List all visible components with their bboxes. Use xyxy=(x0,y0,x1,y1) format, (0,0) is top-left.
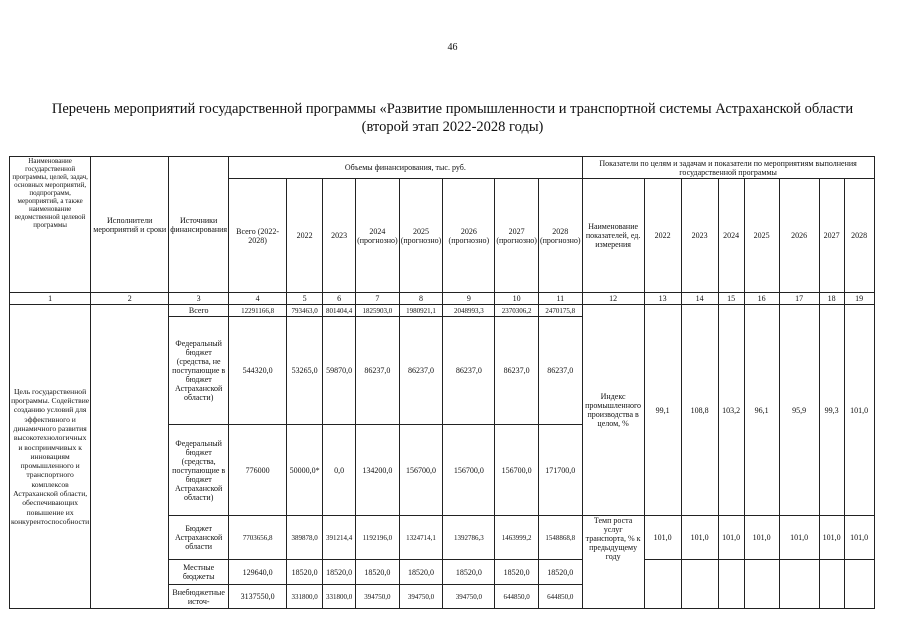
value-cell: 86237,0 xyxy=(399,317,443,425)
indicator-empty-cell xyxy=(819,560,844,609)
value-cell: 86237,0 xyxy=(495,317,539,425)
column-number: 12 xyxy=(582,293,644,305)
column-number: 9 xyxy=(443,293,495,305)
value-cell: 18520,0 xyxy=(443,560,495,585)
value-cell: 171700,0 xyxy=(538,425,582,516)
indicator-value-cell: 103,2 xyxy=(718,305,744,516)
value-cell: 1192196,0 xyxy=(356,516,400,560)
column-number: 5 xyxy=(287,293,323,305)
value-cell: 86237,0 xyxy=(443,317,495,425)
column-number: 11 xyxy=(538,293,582,305)
indicator-value-cell: 101,0 xyxy=(779,516,819,560)
value-cell: 394750,0 xyxy=(399,585,443,609)
header-indicators-group: Показатели по целям и задачам и показатели по мероприятиям выполнения государственной программы xyxy=(582,157,874,179)
title-line-1: Перечень мероприятий государственной программы «Развитие промышленности и транспортной системы Астраханской области xyxy=(51,101,854,117)
value-cell: 1463999,2 xyxy=(495,516,539,560)
header-indicator-name: Наименование показателей, ед. измерения xyxy=(582,179,644,293)
indicator-value-cell: 101,0 xyxy=(644,516,681,560)
header-year-2024: 2024 (прогнозно) xyxy=(356,179,400,293)
indicator-value-cell: 101,0 xyxy=(681,516,718,560)
header-sources: Источники финансирования xyxy=(169,157,229,293)
column-number: 10 xyxy=(495,293,539,305)
header-funding-group: Объемы финансирования, тыс. руб. xyxy=(229,157,583,179)
indicator-empty-cell xyxy=(779,560,819,609)
source-cell: Федеральный бюджет (средства, не поступающие в бюджет Астраханской области) xyxy=(169,317,229,425)
indicator-value-cell: 96,1 xyxy=(744,305,779,516)
table-row xyxy=(10,305,875,317)
value-cell: 2470175,8 xyxy=(538,305,582,317)
value-cell: 18520,0 xyxy=(287,560,323,585)
header-year-2025: 2025 (прогнозно) xyxy=(399,179,443,293)
value-cell: 134200,0 xyxy=(356,425,400,516)
value-cell: 1548868,8 xyxy=(538,516,582,560)
value-cell: 18520,0 xyxy=(399,560,443,585)
value-cell: 1825903,0 xyxy=(356,305,400,317)
value-cell: 86237,0 xyxy=(356,317,400,425)
title-line-2: (второй этап 2022-2028 годы) xyxy=(361,119,544,135)
executors-cell xyxy=(91,305,169,609)
indicator-value-cell: 99,1 xyxy=(644,305,681,516)
header-indicator-2027: 2027 xyxy=(819,179,844,293)
header-year-2026: 2026 (прогнозно) xyxy=(443,179,495,293)
header-indicator-2026: 2026 xyxy=(779,179,819,293)
value-cell: 156700,0 xyxy=(443,425,495,516)
header-executors: Исполнители мероприятий и сроки xyxy=(91,157,169,293)
header-year-2022: 2022 xyxy=(287,179,323,293)
value-cell: 129640,0 xyxy=(229,560,287,585)
value-cell: 86237,0 xyxy=(538,317,582,425)
source-cell: Федеральный бюджет (средства, поступающие в бюджет Астраханской области) xyxy=(169,425,229,516)
value-cell: 18520,0 xyxy=(323,560,356,585)
value-cell: 18520,0 xyxy=(356,560,400,585)
value-cell: 1392786,3 xyxy=(443,516,495,560)
header-total: Всего (2022-2028) xyxy=(229,179,287,293)
source-cell: Местные бюджеты xyxy=(169,560,229,585)
value-cell: 2048993,3 xyxy=(443,305,495,317)
value-cell: 644850,0 xyxy=(495,585,539,609)
value-cell: 156700,0 xyxy=(399,425,443,516)
source-cell: Бюджет Астраханской области xyxy=(169,516,229,560)
value-cell: 1980921,1 xyxy=(399,305,443,317)
value-cell: 7703656,8 xyxy=(229,516,287,560)
indicator-value-cell: 95,9 xyxy=(779,305,819,516)
header-year-2027: 2027 (прогнозно) xyxy=(495,179,539,293)
header-indicator-2028: 2028 xyxy=(844,179,874,293)
value-cell: 394750,0 xyxy=(356,585,400,609)
column-number: 15 xyxy=(718,293,744,305)
column-number: 14 xyxy=(681,293,718,305)
value-cell: 801404,4 xyxy=(323,305,356,317)
value-cell: 793463,0 xyxy=(287,305,323,317)
header-indicator-2025: 2025 xyxy=(744,179,779,293)
column-number: 3 xyxy=(169,293,229,305)
header-name: Наименование государственной программы, целей, задач, основных мероприятий, подпрограмм, мероприятий, а также наименование ведомственной целевой программы xyxy=(10,157,91,293)
value-cell: 0,0 xyxy=(323,425,356,516)
goal-description: Цель государственной программы. Содействие созданию условий для эффективного и динамичного развития высокотехнологичных и восприимчивых к инновациям промышленного и транспортного комплексов Астраханской области, обеспечивающих повышение их конкурентоспособности xyxy=(10,305,91,609)
column-number: 17 xyxy=(779,293,819,305)
indicator-empty-cell xyxy=(744,560,779,609)
column-number: 7 xyxy=(356,293,400,305)
column-number: 13 xyxy=(644,293,681,305)
indicator-name-cell: Индекс промышленного производства в целом, % xyxy=(582,305,644,516)
column-number: 8 xyxy=(399,293,443,305)
value-cell: 3137550,0 xyxy=(229,585,287,609)
indicator-empty-cell xyxy=(681,560,718,609)
indicator-value-cell: 101,0 xyxy=(819,516,844,560)
indicator-value-cell: 101,0 xyxy=(844,516,874,560)
value-cell: 53265,0 xyxy=(287,317,323,425)
value-cell: 544320,0 xyxy=(229,317,287,425)
indicator-empty-cell xyxy=(644,560,681,609)
column-number: 1 xyxy=(10,293,91,305)
indicator-value-cell: 101,0 xyxy=(718,516,744,560)
header-indicator-2023: 2023 xyxy=(681,179,718,293)
page-title xyxy=(20,100,885,136)
value-cell: 391214,4 xyxy=(323,516,356,560)
value-cell: 331800,0 xyxy=(323,585,356,609)
column-number: 19 xyxy=(844,293,874,305)
source-cell: Внебюджетные источ- xyxy=(169,585,229,609)
header-indicator-2022: 2022 xyxy=(644,179,681,293)
program-measures-table xyxy=(9,156,875,609)
value-cell: 389878,0 xyxy=(287,516,323,560)
indicator-empty-cell xyxy=(844,560,874,609)
column-number: 6 xyxy=(323,293,356,305)
value-cell: 18520,0 xyxy=(538,560,582,585)
value-cell: 644850,0 xyxy=(538,585,582,609)
indicator-empty-cell xyxy=(718,560,744,609)
value-cell: 50000,0* xyxy=(287,425,323,516)
column-number: 18 xyxy=(819,293,844,305)
source-cell: Всего xyxy=(169,305,229,317)
indicator-value-cell: 101,0 xyxy=(844,305,874,516)
indicator-value-cell: 108,8 xyxy=(681,305,718,516)
column-number: 4 xyxy=(229,293,287,305)
indicator-value-cell: 99,3 xyxy=(819,305,844,516)
value-cell: 331800,0 xyxy=(287,585,323,609)
column-number-row xyxy=(10,293,875,305)
header-year-2023: 2023 xyxy=(323,179,356,293)
header-year-2028: 2028 (прогнозно) xyxy=(538,179,582,293)
value-cell: 776000 xyxy=(229,425,287,516)
value-cell: 2370306,2 xyxy=(495,305,539,317)
indicator-value-cell: 101,0 xyxy=(744,516,779,560)
column-number: 2 xyxy=(91,293,169,305)
column-number: 16 xyxy=(744,293,779,305)
value-cell: 156700,0 xyxy=(495,425,539,516)
value-cell: 18520,0 xyxy=(495,560,539,585)
value-cell: 394750,0 xyxy=(443,585,495,609)
header-indicator-2024: 2024 xyxy=(718,179,744,293)
value-cell: 59870,0 xyxy=(323,317,356,425)
page-number: 46 xyxy=(447,42,458,53)
value-cell: 1324714,1 xyxy=(399,516,443,560)
indicator-name-cell: Темп роста услуг транспорта, % к предыдущему году xyxy=(582,516,644,609)
value-cell: 12291166,8 xyxy=(229,305,287,317)
